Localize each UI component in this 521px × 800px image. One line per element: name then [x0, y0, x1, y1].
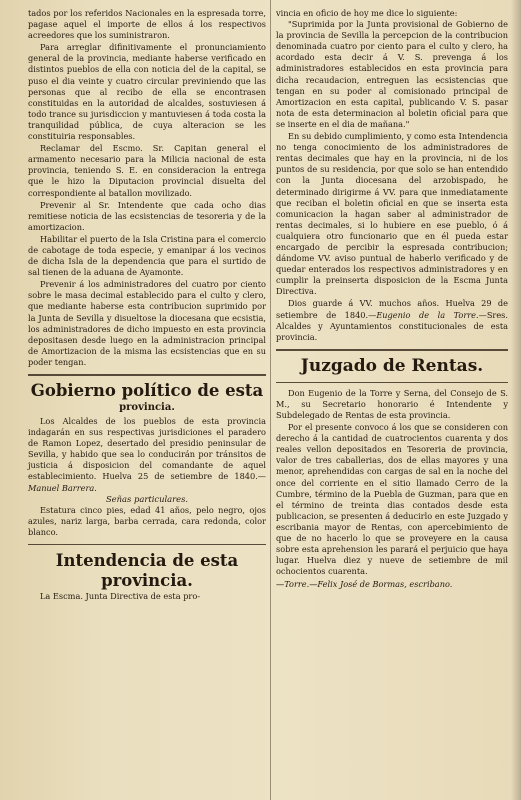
section-subtitle-gobierno: provincia.	[119, 402, 175, 413]
juzgado-intro: Don Eugenio de la Torre y Serna, del Consejo de S. M., su Secretario honorario é Intendente y Subdelegado de Rentas de esta provincia.	[276, 387, 508, 420]
left-column	[28, 8, 266, 602]
section-rule	[276, 349, 508, 351]
page-edge-shadow	[511, 0, 521, 800]
column-divider	[270, 0, 271, 800]
paragraph: En su debido cumplimiento, y como esta Intendencia no tenga conocimiento de los administradores de rentas decimales que hay en la provincia, ni de los puntos de su residencia, por que solo se han entendido con la Junta diocesana del arzobispado, he determinado dirigirme á VV. para que inmediatamente que reciban el boletin oficial en que se inserta esta comunicacion la hagan saber al administrador de rentas decimales, si lo hubiere en ese pueblo, ó á cualquiera otro funcionario que en él pueda estar encargado de percibir la espresada contribucion; dándome VV. aviso puntual de haberlo verificado y de quedar enterados los respectivos administradores y en cumplir la preinserta disposicion de la Escma Junta Directiva.	[276, 131, 508, 297]
section-title-intendencia: Intendencia de esta provincia.	[55, 550, 239, 590]
section-rule	[28, 374, 266, 376]
closing-signature: Eugenio de la Torre.	[376, 309, 479, 320]
juzgado-body: Por el presente convoco á los que se consideren con derecho á la cantidad de cuatrocientos cuarenta y dos reales vellon depositados en Tesoreria de provincia, valor de tres caballerias, dos de ellas mayores y una menor, aprehendidas con cargas de sal en la noche del once del corriente en el sitio llamado Cerro de la Cumbre, término de la Puebla de Guzman, para que en el término de treinta dias contados desde esta publicacion, se presenten á deducirlo en este Juzgado y escribania mayor de Rentas, con apercebimiento de que de no hacerlo lo que se proveyere en la causa sobre esta aprehension les parará el perjuicio que haya lugar. Huelva diez y nueve de setiembre de mil ochocientos cuarenta.	[276, 422, 508, 577]
senas-body: Estatura cinco pies, edad 41 años, pelo negro, ojos azules, nariz larga, barba cerrada, cara redonda, color blanco.	[28, 504, 266, 537]
paragraph: Para arreglar difinitivamente el pronunciamiento general de la provincia, mediante haberse verificado en distintos pueblos de ella con noticia del de la capital, se puso el dia veinte y cuatro circular previniendo que las personas que al recibo de ella se encontrasen constituidas en la autoridad de alcaldes, sostuviesen á todo trance su jurisdiccion y mantuviesen á toda costa la tranquilidad pública, de cuya alteracion se les constituiria responsables.	[28, 42, 266, 142]
section-title-juzgado: Juzgado de Rentas.	[300, 355, 484, 376]
gobierno-body-text: Los Alcaldes de los pueblos de esta provincia indagarán en sus respectivas jurisdiciones el paradero de Ramon Lopez, desertado del presidio peninsular de Sevilla, y habido que sea lo conducirán por tránsitos de justicia á disposicion del comandante de aquel establecimiento. Huelva 25 de setiembre de 1840.—	[28, 416, 266, 482]
juzgado-signature: —Torre.—Felix José de Bormas, escribano.	[276, 579, 453, 590]
closing-paragraph	[276, 298, 508, 342]
closing-addressee: —Sres. Alcaldes y Ayuntamientos constitucionales de esta provincia.	[276, 309, 508, 342]
intendencia-body: La Escma. Junta Directiva de esta pro-	[40, 590, 201, 601]
paragraph: Reclamar del Escmo. Sr. Capitan general el armamento necesario para la Milicia nacional de esta provincia, teniendo S. E. en consideracion la entrega que le hizo la Diputacion provincial disuelta del correspondiente al batallon movilizado.	[28, 143, 266, 198]
section-rule	[28, 544, 266, 545]
section-rule	[276, 382, 508, 383]
paragraph: Prevenir á los administradores del cuatro por ciento sobre le masa decimal establecido para el culto y clero, que mediante haberse esta contribucion suprimido por la Junta de Sevilla y disueltose la diocesana que ecsistia, los administradores de dicho impuesto en esta provincia depositasen desde luego en la administracion principal de Amortizacion de la misma las ecsistencias que en su poder tengan.	[28, 279, 266, 367]
closing-text: Dios guarde á VV. muchos años. Huelva 29 de setiembre de 1840.—	[276, 298, 508, 320]
paragraph: tados por los referidos Nacionales en la espresada torre, pagase aquel el importe de ellos á los respectivos acreedores que los suministraron.	[28, 8, 266, 41]
paragraph: vincia en oficio de hoy me dice lo siguiente:	[276, 8, 458, 18]
section-title-gobierno: Gobierno político de esta	[30, 381, 264, 400]
paragraph: Habilitar el puerto de la Isla Cristina para el comercio de cabotage de toda especie, y emanipar á los vecinos de dicha Isla de la dependencia que para el surtido de sal tienen de la aduana de Ayamonte.	[28, 233, 266, 278]
gobierno-signature: Manuel Barrera.	[28, 482, 97, 493]
paragraph: Prevenir al Sr. Intendente que cada ocho dias remitiese noticia de las ecsistencias de tesoreria y de la amortizacion.	[28, 199, 266, 232]
gobierno-body	[28, 416, 266, 494]
quoted-order: "Suprimida por la Junta provisional de Gobierno de la provincia de Sevilla la percepcion de la contribucion denominada cuatro por ciento para el culto y clero, ha acordado esta decir á V. S. prevenga á los administradores establecidos en esta provincia para dicha recaudacion, entreguen las ecsistencias que tengan en su poder al comisionado principal de Amortizacion en esta capital, publicando V. S. pasar nota de esta determinacion al boletin oficial para que se inserte en el dia de mañana."	[276, 19, 508, 129]
right-column	[276, 8, 508, 591]
senas-heading: Señas particulares.	[105, 493, 189, 504]
